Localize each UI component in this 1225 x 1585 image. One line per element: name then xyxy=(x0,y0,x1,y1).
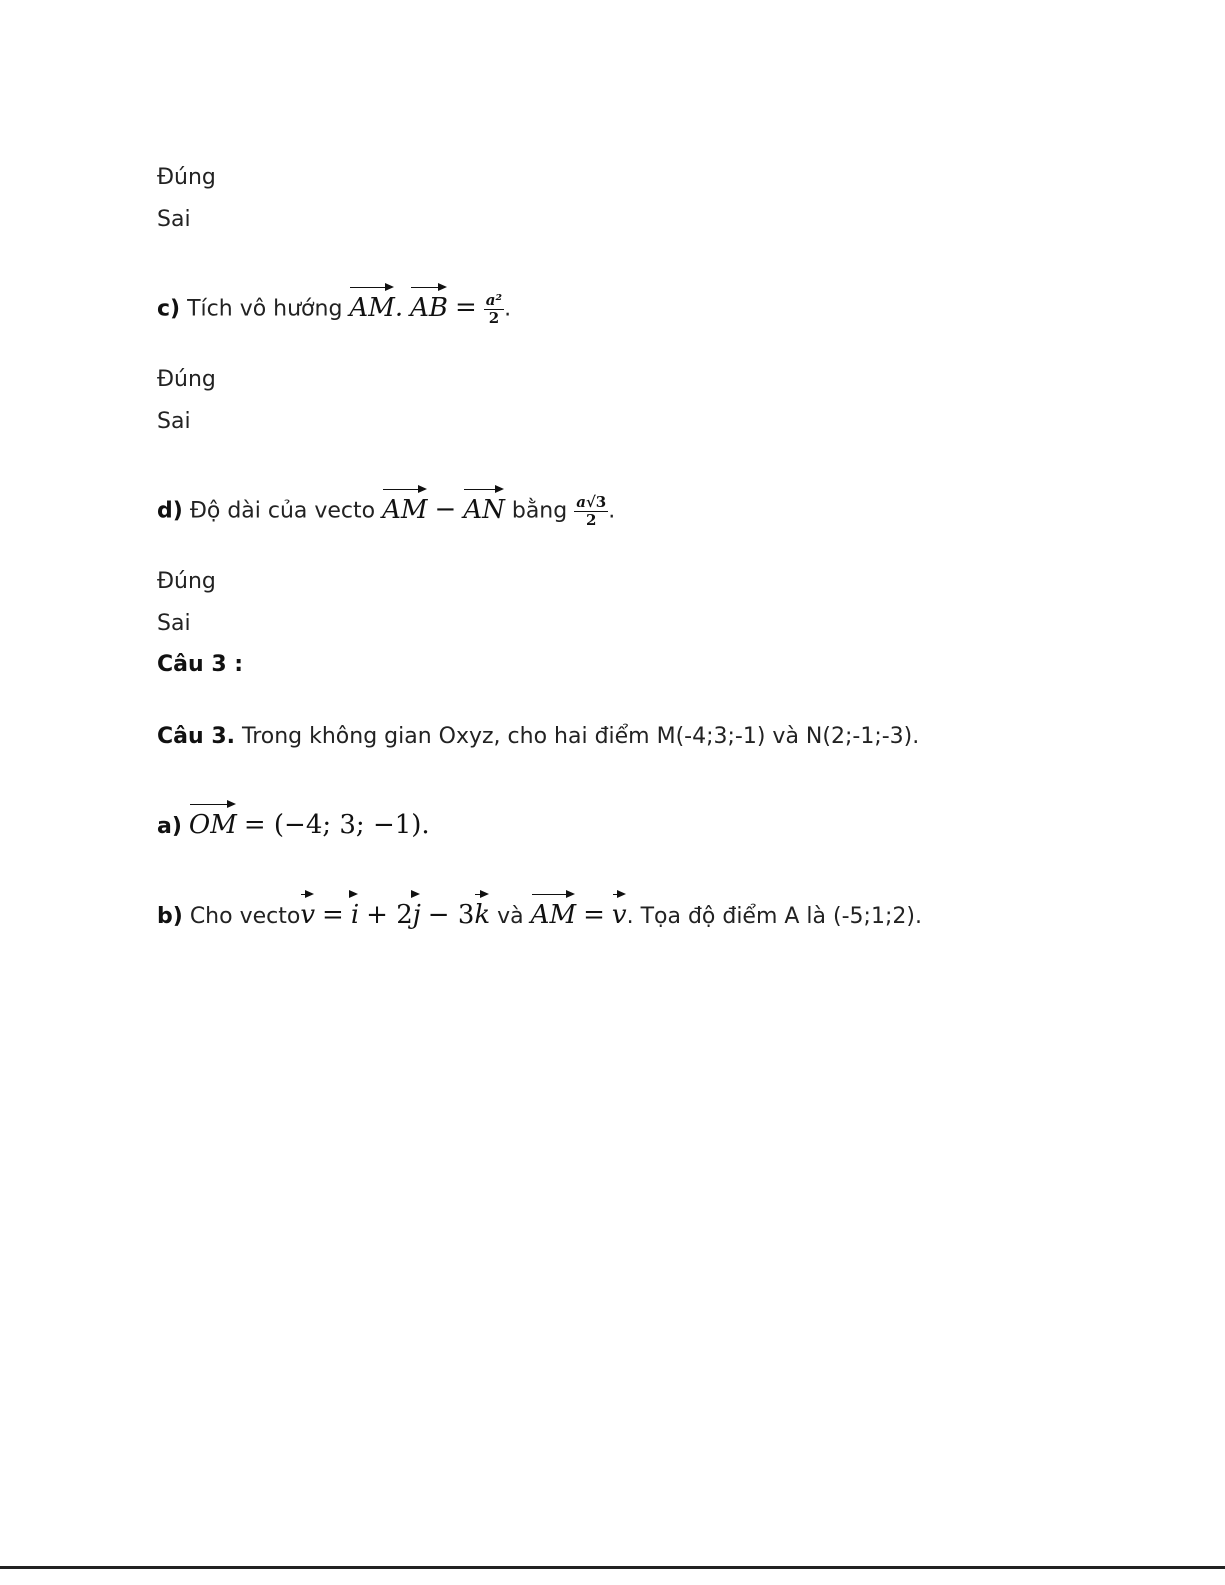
question-3b-text3: . Tọa độ điểm A là (-5;1;2). xyxy=(626,904,922,929)
vector-v: v xyxy=(300,900,316,930)
period: . xyxy=(608,498,616,524)
question-3b xyxy=(157,900,922,932)
vector-am: AM xyxy=(530,900,577,930)
option-dung-c[interactable]: Đúng xyxy=(157,367,216,392)
fraction-numerator-a: a xyxy=(576,493,586,511)
page-bottom-border xyxy=(0,1566,1225,1569)
period: . xyxy=(504,296,512,322)
vector-am: AM xyxy=(349,292,395,323)
vector-k: k xyxy=(474,900,491,930)
question-3-intro-text: Trong không gian Oxyz, cho hai điểm M(-4;3;-1) và N(2;-1;-3). xyxy=(241,724,920,749)
question-3-intro-label: Câu 3. xyxy=(157,724,235,749)
option-sai-c[interactable]: Sai xyxy=(157,409,191,434)
vector-om: OM xyxy=(188,810,237,840)
question-d-label: d) xyxy=(157,498,183,524)
option-dung-d[interactable]: Đúng xyxy=(157,569,216,594)
fraction-a-sqrt3-over-2 xyxy=(574,494,608,529)
option-dung-b[interactable]: Đúng xyxy=(157,165,216,190)
vector-i: i xyxy=(350,900,360,930)
fraction-a2-over-2 xyxy=(484,292,504,327)
option-sai-b[interactable]: Sai xyxy=(157,207,191,232)
vector-ab: AB xyxy=(410,292,448,323)
vector-an: AN xyxy=(463,494,505,525)
equals-symbol: = xyxy=(583,900,605,930)
plus-two: + 2 xyxy=(366,900,413,930)
dot-symbol: . xyxy=(394,292,404,323)
question-c xyxy=(157,292,511,327)
question-3-header: Câu 3 : xyxy=(157,652,244,677)
fraction-numerator: a² xyxy=(485,291,503,309)
vector-v: v xyxy=(611,900,627,930)
equals-symbol: = xyxy=(322,900,344,930)
question-3b-text1: Cho vecto xyxy=(189,904,301,929)
minus-three: − 3 xyxy=(427,900,475,930)
option-sai-d[interactable]: Sai xyxy=(157,611,191,636)
question-d-text: Độ dài của vecto xyxy=(189,498,376,524)
vector-am: AM xyxy=(382,494,428,525)
question-d xyxy=(157,494,615,529)
vector-j: j xyxy=(412,900,421,930)
minus-symbol: − xyxy=(434,494,457,525)
question-d-text2: bằng xyxy=(511,498,568,524)
question-3a-label: a) xyxy=(157,814,182,839)
equals-symbol: = xyxy=(454,292,477,323)
question-c-label: c) xyxy=(157,296,181,322)
question-3b-text2: và xyxy=(497,904,524,929)
fraction-denominator: 2 xyxy=(586,511,597,529)
question-3b-label: b) xyxy=(157,904,183,929)
fraction-denominator: 2 xyxy=(488,309,500,327)
question-3a xyxy=(157,810,430,842)
fraction-numerator-root: √3 xyxy=(585,493,607,511)
question-3a-expression: = (−4; 3; −1). xyxy=(243,810,430,840)
question-3-intro xyxy=(157,722,919,752)
question-c-text: Tích vô hướng xyxy=(187,296,343,322)
